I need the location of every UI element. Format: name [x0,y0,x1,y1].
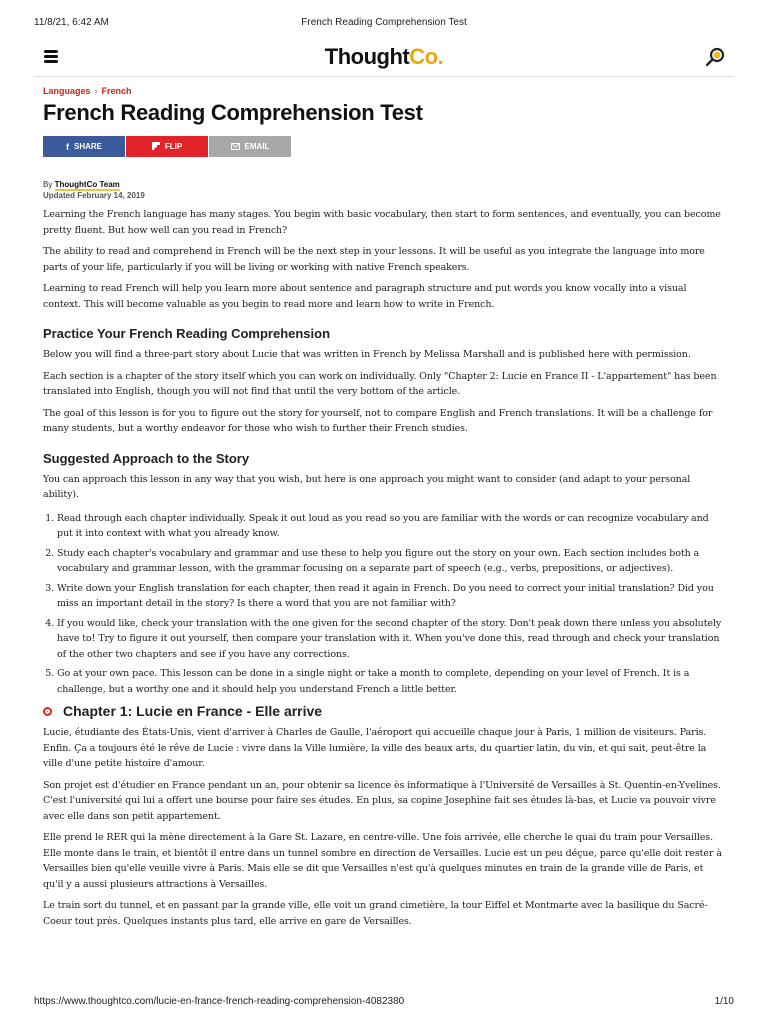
approach-intro: You can approach this lesson in any way that you wish, but here is one approach you might want to consider (and adapt to your personal ability). [43,473,691,500]
envelope-icon [231,142,240,152]
breadcrumb-separator: › [94,86,98,96]
breadcrumb-languages[interactable]: Languages [43,86,91,96]
flipboard-icon [152,142,160,152]
list-item: 5. Go at your own pace. This lesson can be done in a single night or take a month to complete, depending on your level of French. It is a challenge, but a worthy one and it should help you understand French a little better. [57,666,725,697]
site-header [34,40,734,77]
breadcrumb-french[interactable]: French [101,86,132,96]
practice-paragraph: Each section is a chapter of the story itself which you can work on individually. Only "Chapter 2: Lucie en France II - L'appartement" has been translated into English, though you will not find that until the very bottom of the article. [43,370,717,397]
chapter1-paragraph: Le train sort du tunnel, et en passant par la grande ville, elle voit un grand cimetière, la tour Eiffel et Montmarte avec la basilique du Sacré-Coeur tout près. Quelques instants plus tard, elle arrive en gare de Versailles. [43,900,708,927]
chapter1-heading: Chapter 1: Lucie en France - Elle arrive [63,703,323,719]
list-item: 2. Study each chapter's vocabulary and grammar and use these to help you figure out the story on your own. Each section includes both a vocabulary and grammar lesson, with the grammar focusing on a separate part of speech (e.g., verbs, prepositions, or adjectives). [57,546,725,577]
print-footer [34,996,734,1010]
list-item: 3. Write down your English translation for each chapter, then read it again in French. Do you need to correct your initial translation? Did you miss an important detail in the story? Is there a word that you are not familiar with? [57,581,725,612]
list-item: 1. Read through each chapter individually. Speak it out loud as you read so you are familiar with the words or can recognize vocabulary and put it into context with what you already know. [57,511,725,542]
logo-accent: Co. [409,44,444,69]
print-header [34,17,734,31]
site-logo[interactable] [34,44,734,70]
chapter-heading-row [43,703,725,719]
list-item: 4. If you would like, check your translation with the one given for the second chapter of the story. Don't peak down there unless you absolutely have to! Try to figure it out yourself, then compare your translation with it. When you've done this, read through and check your translation of the other two chapters and see if you have any corrections. [57,616,725,663]
article-content [43,86,725,935]
share-label: SHARE [73,142,102,151]
print-date: 11/8/21, 6:42 AM [34,17,109,28]
byline-prefix: By [43,180,53,189]
print-page-number: 1/10 [714,996,734,1007]
print-title: French Reading Comprehension Test [301,17,467,28]
byline [43,179,725,201]
email-label: EMAIL [244,142,270,151]
practice-paragraph: The goal of this lesson is for you to figure out the story for yourself, not to compare English and French translations. It will be a challenge for many students, but a worthy endeavor for those who wish to further their French studies. [43,407,713,434]
approach-steps-list [43,511,725,698]
print-url: https://www.thoughtco.com/lucie-en-france-french-reading-comprehension-4082380 [34,996,405,1007]
breadcrumb [43,86,725,98]
author-link[interactable]: ThoughtCo Team [54,180,120,189]
flip-button[interactable] [126,136,208,157]
chapter1-paragraph: Elle prend le RER qui la mène directement à la Gare St. Lazare, en centre-ville. Une fois arrivée, elle cherche le quai du train pour Versailles. Elle monte dans le train, et bientôt il entre dans un tunnel sombre en direction de Versailles. Lucie est un peu déçue, parce qu'elle doit rester à Versailles bien qu'elle veuille vivre à Paris. Mais elle se dit que Versailles n'est qu'à quelques minutes en train de la grande ville de Paris, et qu'il y a aussi plusieurs attractions à Versailles. [43,832,722,890]
logo-main: Thought [324,44,410,69]
chapter1-paragraph: Lucie, étudiante des États-Unis, vient d'arriver à Charles de Gaulle, l'aéroport qui accueille chaque jour à Paris, 1 million de visiteurs. Paris. Enfin. Ça a toujours été le rêve de Lucie : vivre dans la Ville lumière, la ville des beaux arts, du quartier latin, du vin, et qui sait, peut-être la ville d'une petite histoire d'amour. [43,727,707,769]
page-title: French Reading Comprehension Test [43,100,423,125]
chapter-bullet-icon [43,707,52,716]
share-bar [43,136,725,157]
intro-paragraph: The ability to read and comprehend in French will be the next step in your lessons. It will be useful as you integrate the language into more parts of your life, particularly if you will be living or working with native French speakers. [43,246,705,273]
intro-paragraph: Learning the French language has many stages. You begin with basic vocabulary, then start to form sentences, and eventually, you can become pretty fluent. But how well can you read in French? [43,209,721,236]
practice-heading: Practice Your French Reading Comprehension [43,326,331,341]
chapter1-paragraph: Son projet est d'étudier en France pendant un an, pour obtenir sa licence ès informatique à l'Université de Versailles à St. Quentin-en-Yvelines. C'est l'université qui lui a offert une bourse pour faire ses études. En plus, sa copine Josephine fait ses études là-bas, et Lucie va pouvoir vivre avec elle dans son petit appartement. [43,779,721,822]
flip-label: FLIP [164,142,183,151]
email-button[interactable] [209,136,291,157]
practice-paragraph: Below you will find a three-part story about Lucie that was written in French by Melissa Marshall and is published here with permission. [43,349,691,360]
share-button[interactable] [43,136,125,157]
updated-date: Updated February 14, 2019 [43,191,145,200]
approach-heading: Suggested Approach to the Story [43,450,250,466]
facebook-icon: f [65,141,69,152]
intro-paragraph: Learning to read French will help you learn more about sentence and paragraph structure and put words you know vocally into a visual context. This will become valuable as you begin to read more and learn how to write in French. [43,283,687,310]
search-icon[interactable] [704,46,726,68]
